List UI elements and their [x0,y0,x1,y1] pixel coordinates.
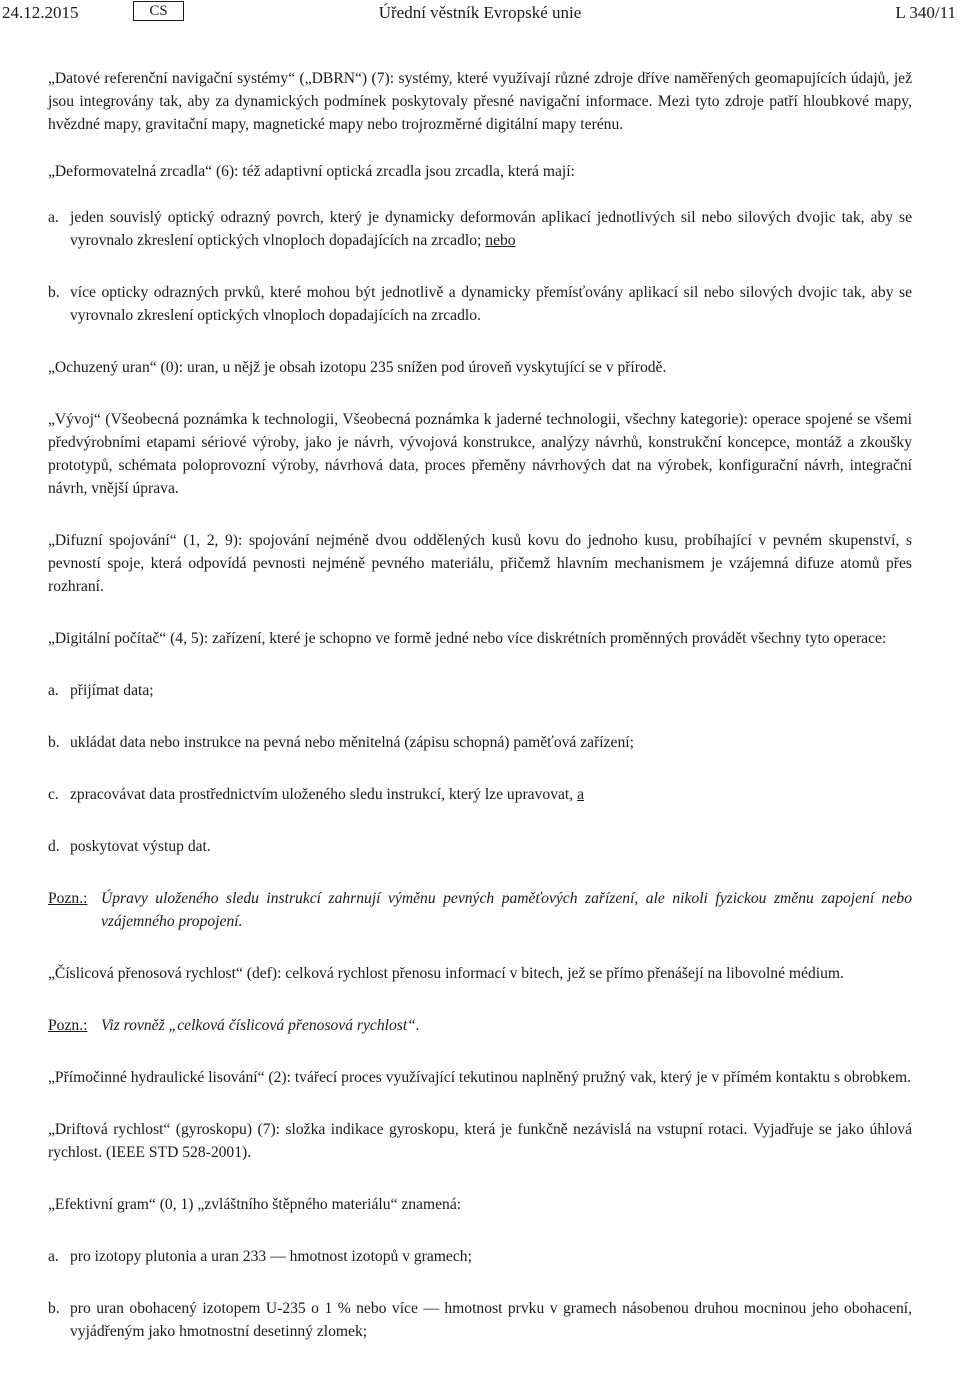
list-label: b. [48,1300,60,1317]
note [48,887,912,933]
note [48,1014,912,1037]
note-label: Pozn.: [48,1017,88,1034]
publication-date: 24.12.2015 [2,3,79,22]
list-text: přijímat data; [70,682,154,699]
list-item [48,783,912,806]
conjunction: a [577,786,584,803]
language-badge: CS [133,1,184,21]
definition-depleted-uranium: „Ochuzený uran“ (0): uran, u nějž je obsah izotopu 235 snížen pod úroveň vyskytující se v přírodě. [48,359,667,376]
page-header [0,0,960,30]
list-text: poskytovat výstup dat. [70,838,211,855]
definition-dbrn: „Datové referenční navigační systémy“ („DBRN“) (7): systémy, které využívají různé zdroje dříve naměřených geomapujících údajů, jež jsou integrovány tak, aby za dynamických podmínek poskytovaly přesné navigační informace. Mezi tyto zdroje patří hloubkové mapy, hvězdné mapy, gravitační mapy, magnetické mapy nebo trojrozměrné digitální mapy terénu. [48,70,912,133]
conjunction: nebo [485,232,516,249]
definition-direct-hydraulic-pressing: „Přímočinné hydraulické lisování“ (2): tvářecí proces využívající tekutinou naplněný pružný vak, který je v přímém kontaktu s obrobkem. [48,1069,912,1086]
list-item [48,206,912,252]
list-text: zpracovávat data prostřednictvím uloženého sledu instrukcí, který lze upravovat, [70,786,574,803]
definition-diffusion-bonding: „Difuzní spojování“ (1, 2, 9): spojování nejméně dvou oddělených kusů kovu do jednoho kusu, probíhající v pevném skupenství, s pevností spoje, která odpovídá pevnosti nejméně pevného materiálu, přičemž hlavním mechanismem je vzájemná difuze atomů přes rozhraní. [48,532,912,595]
list-label: b. [48,284,60,301]
list-text: pro izotopy plutonia a uran 233 — hmotnost izotopů v gramech; [70,1248,472,1265]
document-body [48,67,912,1343]
list-label: a. [48,682,59,699]
list-label: a. [48,1248,59,1265]
definition-deformable-mirrors: „Deformovatelná zrcadla“ (6): též adaptivní optická zrcadla jsou zrcadla, která mají: [48,163,575,180]
journal-title: Úřední věstník Evropské unie [378,3,582,22]
list-item [48,1245,912,1268]
note-label: Pozn.: [48,890,88,907]
list-label: d. [48,838,60,855]
note-text: Úpravy uloženého sledu instrukcí zahrnují výměnu pevných paměťových zařízení, ale nikoli fyzickou změnu zapojení nebo vzájemného propojení. [101,890,912,930]
list-item [48,1297,912,1343]
list-label: a. [48,209,59,226]
list-text: ukládat data nebo instrukce na pevná nebo měnitelná (zápisu schopná) paměťová zařízení; [70,734,634,751]
list-label: b. [48,734,60,751]
list-text: jeden souvislý optický odrazný povrch, který je dynamicky deformován aplikací jednotlivých sil nebo silových dvojic tak, aby se vyrovnalo zkreslení optických vlnoploch dopadajících na zrcadlo; [70,209,912,249]
list-item [48,731,912,754]
definition-development: „Vývoj“ (Všeobecná poznámka k technologii, Všeobecná poznámka k jaderné technologii, všechny kategorie): operace spojené se všemi předvýrobními etapami sériové výroby, jako je návrh, vývojová konstrukce, analýzy návrhů, konstrukční koncepce, montáž a zkoušky prototypů, schémata poloprovozní výroby, návrhová data, proces přeměny návrhových dat na výrobek, konfigurační návrh, integrační návrh, vnější úprava. [48,411,912,497]
list-text: více opticky odrazných prvků, které mohou být jednotlivě a dynamicky přemísťovány aplikací sil nebo silových dvojic tak, aby se vyrovnalo zkreslení optických vlnoploch dopadajících na zrcadlo. [70,284,912,324]
list-item [48,281,912,327]
list-text: pro uran obohacený izotopem U-235 o 1 % nebo více — hmotnost prvku v gramech násobenou druhou mocninou jeho obohacení, vyjádřeným jako hmotnostní desetinný zlomek; [70,1300,912,1340]
list-item [48,835,912,858]
list-label: c. [48,786,59,803]
definition-digital-transfer-rate: „Číslicová přenosová rychlost“ (def): celková rychlost přenosu informací v bitech, jež se přímo přenášejí na libovolné médium. [48,965,844,982]
definition-effective-gram: „Efektivní gram“ (0, 1) „zvláštního štěpného materiálu“ znamená: [48,1196,462,1213]
definition-digital-computer: „Digitální počítač“ (4, 5): zařízení, které je schopno ve formě jedné nebo více diskrétních proměnných provádět všechny tyto operace: [48,630,887,647]
list-item [48,679,912,702]
note-text: Viz rovněž „celková číslicová přenosová rychlost“. [101,1017,420,1034]
page-reference: L 340/11 [895,3,956,22]
definition-drift-rate: „Driftová rychlost“ (gyroskopu) (7): složka indikace gyroskopu, která je funkčně nezávislá na vstupní rotaci. Vyjadřuje se jako úhlová rychlost. (IEEE STD 528-2001). [48,1121,912,1161]
